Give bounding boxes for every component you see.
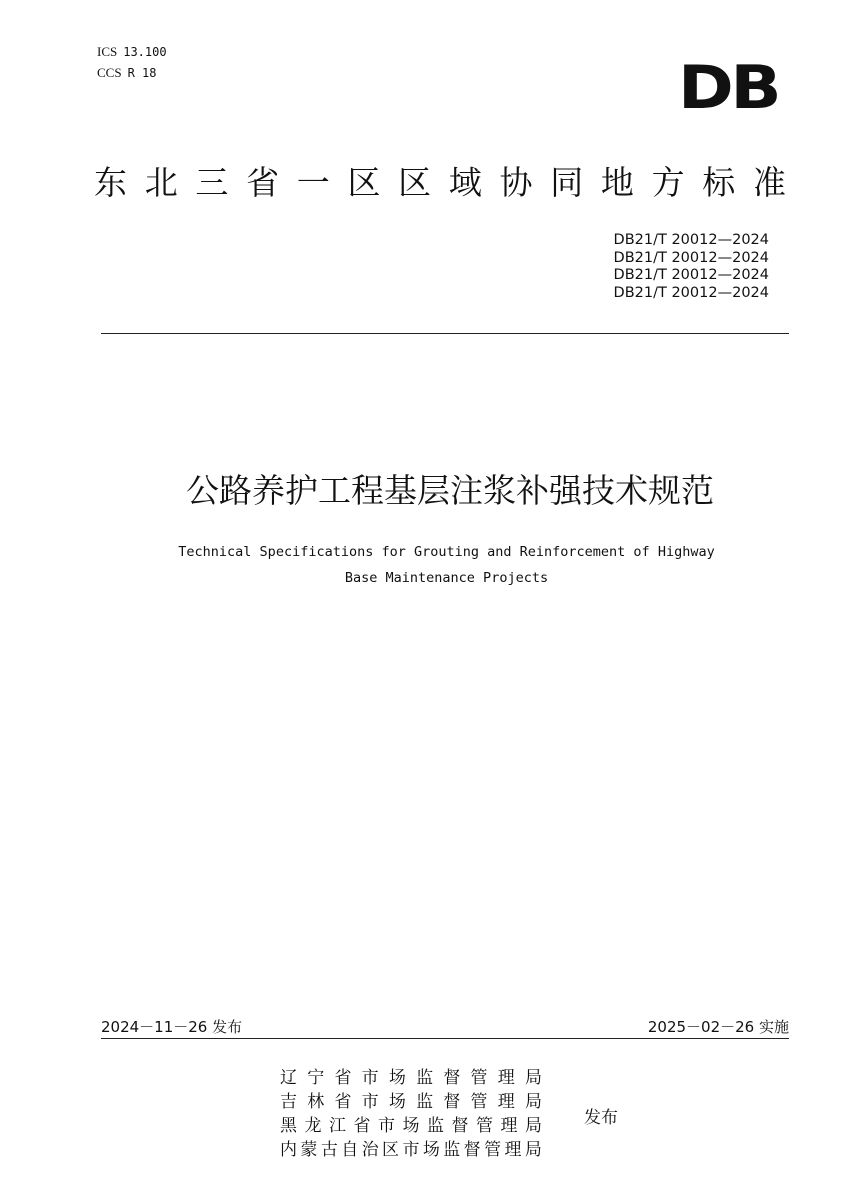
issuer-char: 监 bbox=[416, 1068, 434, 1088]
issuer-liaoning bbox=[280, 1066, 542, 1090]
issuer-char: 市 bbox=[378, 1116, 395, 1136]
issuer-char: 局 bbox=[524, 1068, 542, 1088]
issuer-char: 督 bbox=[443, 1092, 461, 1112]
ics-label: ICS bbox=[97, 44, 118, 59]
title-english-line: Base Maintenance Projects bbox=[344, 570, 549, 586]
issuer-char: 监 bbox=[416, 1092, 434, 1112]
heading-char: 区 bbox=[347, 163, 381, 202]
heading-char: 一 bbox=[296, 163, 330, 202]
issuer-char: 局 bbox=[524, 1140, 542, 1160]
issuer-char: 林 bbox=[307, 1092, 325, 1112]
issuer-char: 监 bbox=[427, 1116, 444, 1136]
title-english-line: Technical Specifications for Grouting and Reinforcement of Highway bbox=[178, 544, 715, 560]
issuer-char: 内 bbox=[280, 1140, 297, 1160]
issuer-char: 江 bbox=[329, 1116, 346, 1136]
issuing-authorities bbox=[280, 1066, 542, 1162]
heading-char: 三 bbox=[195, 163, 229, 202]
issuer-char: 自 bbox=[341, 1140, 359, 1160]
issuer-char: 理 bbox=[497, 1092, 515, 1112]
issuer-char: 局 bbox=[524, 1092, 542, 1112]
issuer-char: 督 bbox=[463, 1140, 481, 1160]
footer-divider bbox=[101, 1038, 789, 1039]
issuer-char: 省 bbox=[334, 1092, 352, 1112]
issuer-char: 理 bbox=[504, 1140, 522, 1160]
header-divider bbox=[101, 333, 789, 334]
issuer-char: 市 bbox=[402, 1140, 420, 1160]
standard-numbers bbox=[614, 232, 769, 302]
ccs-value: R 18 bbox=[127, 66, 157, 80]
issuer-char: 管 bbox=[484, 1140, 502, 1160]
issuer-inner-mongolia bbox=[280, 1138, 542, 1162]
heading-char: 标 bbox=[702, 163, 736, 202]
issue-date: 2024－11－26 发布 bbox=[101, 1018, 243, 1036]
issuer-char: 理 bbox=[500, 1116, 518, 1136]
issuer-char: 场 bbox=[388, 1068, 406, 1088]
issuer-char: 吉 bbox=[280, 1092, 297, 1112]
ics-value: 13.100 bbox=[123, 45, 167, 59]
title-english bbox=[0, 539, 850, 591]
issuer-char: 局 bbox=[525, 1116, 542, 1136]
heading-char: 同 bbox=[550, 163, 584, 202]
issuer-char: 省 bbox=[353, 1116, 371, 1136]
issuer-char: 黑 bbox=[280, 1116, 297, 1136]
issuer-char: 省 bbox=[334, 1068, 352, 1088]
issuer-char: 督 bbox=[443, 1068, 461, 1088]
issuer-char: 辽 bbox=[280, 1068, 297, 1088]
title-chinese: 公路养护工程基层注浆补强技术规范 bbox=[186, 471, 714, 510]
issuer-char: 场 bbox=[402, 1116, 420, 1136]
issuer-char: 市 bbox=[361, 1068, 379, 1088]
issuer-jilin bbox=[280, 1090, 542, 1114]
issuer-char: 区 bbox=[382, 1140, 400, 1160]
issuer-char: 管 bbox=[476, 1116, 493, 1136]
issuer-char: 宁 bbox=[307, 1068, 325, 1088]
issuer-char: 古 bbox=[320, 1140, 338, 1160]
heading-char: 省 bbox=[246, 163, 280, 202]
issuer-char: 监 bbox=[443, 1140, 461, 1160]
issuer-char: 市 bbox=[361, 1092, 379, 1112]
issuer-char: 龙 bbox=[304, 1116, 322, 1136]
standard-type-heading bbox=[94, 163, 786, 203]
heading-char: 方 bbox=[651, 163, 685, 202]
issuer-char: 管 bbox=[470, 1068, 488, 1088]
heading-char: 域 bbox=[448, 163, 482, 202]
issuer-char: 管 bbox=[470, 1092, 488, 1112]
heading-char: 协 bbox=[499, 163, 533, 202]
heading-char: 东 bbox=[94, 163, 127, 202]
publish-label: 发布 bbox=[584, 1108, 618, 1128]
issuer-char: 理 bbox=[497, 1068, 515, 1088]
issuer-heilongjiang bbox=[280, 1114, 542, 1138]
ccs-code bbox=[97, 62, 156, 81]
standard-number: DB21/T 20012—2024 bbox=[613, 232, 769, 248]
heading-char: 地 bbox=[600, 163, 634, 202]
issuer-char: 场 bbox=[388, 1092, 406, 1112]
heading-char: 北 bbox=[144, 163, 178, 202]
effective-date: 2025－02－26 实施 bbox=[647, 1018, 789, 1036]
heading-char: 准 bbox=[752, 163, 786, 202]
standard-number: DB21/T 20012—2024 bbox=[613, 249, 769, 266]
standard-number: DB21/T 20012—2024 bbox=[613, 267, 769, 283]
issuer-char: 蒙 bbox=[300, 1140, 318, 1160]
standard-number: DB21/T 20012—2024 bbox=[613, 284, 769, 301]
db-logo: DB bbox=[678, 53, 779, 123]
heading-char: 区 bbox=[398, 163, 432, 202]
issuer-char: 场 bbox=[422, 1140, 440, 1160]
issuer-char: 治 bbox=[361, 1140, 379, 1160]
ccs-label: CCS bbox=[97, 65, 122, 80]
ics-code bbox=[97, 41, 167, 60]
issuer-char: 督 bbox=[451, 1116, 469, 1136]
